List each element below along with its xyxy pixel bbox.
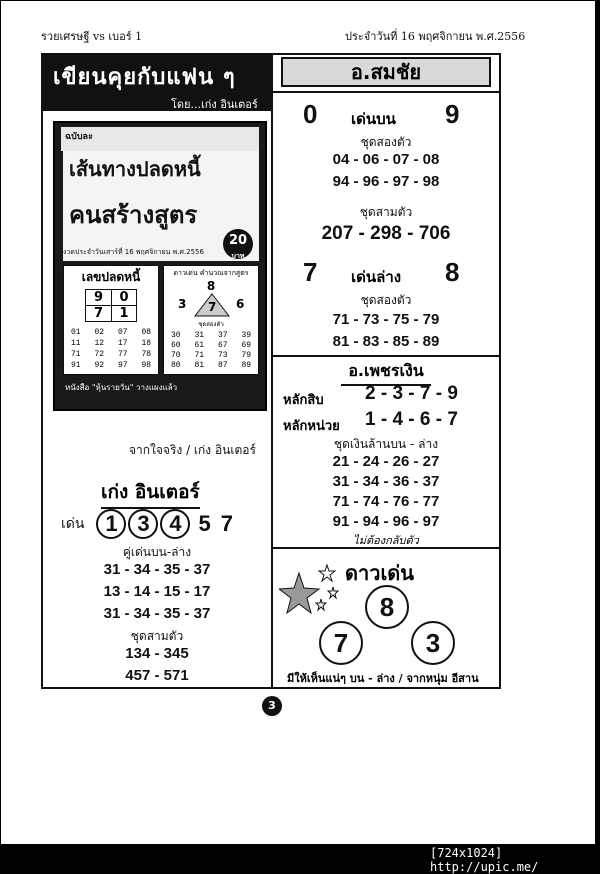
magazine-footer: หนังสือ "หุ้นรายวัน" วางแผงแล้ว <box>65 383 178 392</box>
money-row: 21 - 24 - 26 - 27 <box>332 453 440 470</box>
tri-top: 8 <box>206 279 216 293</box>
pair-cell: 02 <box>94 328 105 337</box>
units-label: หลักหน่วย <box>283 419 340 434</box>
money-label: ชุดเงินล้านบน - ล่าง <box>333 437 439 451</box>
from-line: จากใจจริง / เก่ง อินเตอร์ <box>129 443 256 457</box>
header-left: รวยเศรษฐี vs เบอร์ 1 <box>41 30 143 43</box>
pair-cell: 17 <box>117 339 128 348</box>
pair-row: 13 - 14 - 15 - 17 <box>103 583 211 600</box>
no-reverse-note: ไม่ต้องกลับตัว <box>353 534 419 547</box>
section-rule <box>273 355 499 357</box>
price-badge <box>223 229 253 259</box>
lead-numbers <box>61 509 233 539</box>
triple-row: 457 - 571 <box>125 667 189 684</box>
pair-cell: 80 <box>170 361 181 370</box>
title-rule <box>273 91 499 93</box>
magazine-title1: เส้นทางปลดหนี้ <box>69 157 201 181</box>
pair-cell: 87 <box>217 361 228 370</box>
star-footer: มีให้เห็นแน่ๆ บน - ล่าง / จากหนุ่ม อีสาน <box>287 672 479 685</box>
pair-cell: 89 <box>241 361 252 370</box>
two-row: 94 - 96 - 97 - 98 <box>332 173 440 190</box>
pair-cell: 30 <box>170 331 181 340</box>
top-right-digit: 9 <box>445 99 460 129</box>
box-digit: 7 <box>86 305 111 321</box>
pair-row: 31 - 34 - 35 - 37 <box>103 605 211 622</box>
box-pairs <box>64 328 158 370</box>
tri-pairs <box>164 331 258 370</box>
star-title: ดาวเด่น <box>345 561 414 585</box>
pair-cell: 07 <box>117 328 128 337</box>
header-right: ประจำวันที่ 16 พฤศจิกายน พ.ศ.2556 <box>345 30 526 43</box>
star-right-circle: 3 <box>411 621 455 665</box>
tri-right: 6 <box>236 297 245 311</box>
two-label: ชุดสองตัว <box>360 135 412 149</box>
star-rule <box>273 547 499 549</box>
pair-cell: 71 <box>70 350 81 359</box>
tri-label: ชุดสองตัว <box>198 321 224 328</box>
lead-label: เด่น <box>61 515 85 531</box>
magazine-top-small: ฉบับละ <box>65 132 93 142</box>
pair-cell: 97 <box>117 361 128 370</box>
units-value: 1 - 4 - 6 - 7 <box>365 409 458 430</box>
triple-row: 134 - 345 <box>125 645 189 662</box>
tri-title: ดาวเด่น คำนวณจากสูตร <box>173 269 249 277</box>
sec2-title: อ.เพชรเงิน <box>341 359 431 386</box>
banner-title: เขียนคุยกับแฟน ๆ <box>53 65 236 90</box>
lead-plain: 7 <box>220 511 233 536</box>
low-label: ชุดสองตัว <box>360 293 412 307</box>
box-left <box>63 265 159 375</box>
low-row: 71 - 73 - 75 - 79 <box>332 311 440 328</box>
pair-cell: 11 <box>70 339 81 348</box>
pair-cell: 01 <box>70 328 81 337</box>
box-digit: 9 <box>93 290 104 305</box>
three-label: ชุดสามตัว <box>359 205 413 219</box>
tri-center: 7 <box>208 300 217 314</box>
pair-cell: 12 <box>94 339 105 348</box>
low-left-digit: 7 <box>303 257 318 287</box>
magazine-date: งวดประจำวันเสาร์ที่ 16 พฤศจิกายน พ.ศ.2556 <box>63 248 204 256</box>
low-row: 81 - 83 - 85 - 89 <box>332 333 440 350</box>
magazine-title2: คนสร้างสูตร <box>69 200 198 229</box>
top-mid-label: เด่นบน <box>351 110 396 128</box>
magazine-cover <box>53 121 267 411</box>
pair-cell: 72 <box>94 350 105 359</box>
pair-row: 31 - 34 - 35 - 37 <box>103 561 211 578</box>
byline: โดย...เก่ง อินเตอร์ <box>171 98 258 111</box>
tens-value: 2 - 3 - 7 - 9 <box>365 383 458 404</box>
pair-cell: 61 <box>194 341 205 350</box>
stars-icon <box>279 563 341 619</box>
two-row: 04 - 06 - 07 - 08 <box>332 151 440 168</box>
pair-cell: 79 <box>241 351 252 360</box>
newspaper-page <box>1 1 595 844</box>
pair-cell: 98 <box>141 361 152 370</box>
pair-cell: 39 <box>241 331 252 340</box>
box-digit: 1 <box>111 305 136 321</box>
lead-plain: 5 <box>198 511 211 536</box>
price-unit: บาท <box>231 252 245 260</box>
star-top-circle: 8 <box>365 585 409 629</box>
money-row: 71 - 74 - 76 - 77 <box>332 493 440 510</box>
box-title: เลขปลดหนี้ <box>81 270 141 284</box>
watermark: [724x1024] http://upic.me/ <box>430 846 539 874</box>
pair-cell: 78 <box>141 350 152 359</box>
lead-circle: 1 <box>96 509 126 539</box>
tri-left: 3 <box>178 297 187 311</box>
pair-cell: 18 <box>141 339 152 348</box>
low-mid-label: เด่นล่าง <box>351 268 402 286</box>
pair-cell: 91 <box>70 361 81 370</box>
top-left-digit: 0 <box>303 99 318 129</box>
money-row: 31 - 34 - 36 - 37 <box>332 473 440 490</box>
right-title: อ.สมชัย <box>281 57 491 87</box>
page-number: 3 <box>262 696 282 716</box>
box-digit: 0 <box>111 290 136 305</box>
pair-cell: 70 <box>170 351 181 360</box>
pair-cell: 60 <box>170 341 181 350</box>
pair-cell: 92 <box>94 361 105 370</box>
low-right-digit: 8 <box>445 257 460 287</box>
lead-circle: 4 <box>160 509 190 539</box>
pair-cell: 77 <box>117 350 128 359</box>
pair-label: คู่เด่นบน-ล่าง <box>122 545 192 559</box>
pair-cell: 37 <box>217 331 228 340</box>
money-row: 91 - 94 - 96 - 97 <box>332 513 440 530</box>
pair-cell: 69 <box>241 341 252 350</box>
pair-cell: 73 <box>217 351 228 360</box>
price-value: 20 <box>228 233 248 248</box>
pair-cell: 81 <box>194 361 205 370</box>
pair-cell: 71 <box>194 351 205 360</box>
tens-label: หลักสิบ <box>283 393 324 408</box>
pair-cell: 31 <box>194 331 205 340</box>
three-row: 207 - 298 - 706 <box>321 223 451 244</box>
triple-label: ชุดสามตัว <box>130 629 184 643</box>
pair-cell: 08 <box>141 328 152 337</box>
columnist-name: เก่ง อินเตอร์ <box>101 477 200 509</box>
lead-circle: 3 <box>128 509 158 539</box>
box-right <box>163 265 259 375</box>
star-left-circle: 7 <box>319 621 363 665</box>
pair-cell: 67 <box>217 341 228 350</box>
